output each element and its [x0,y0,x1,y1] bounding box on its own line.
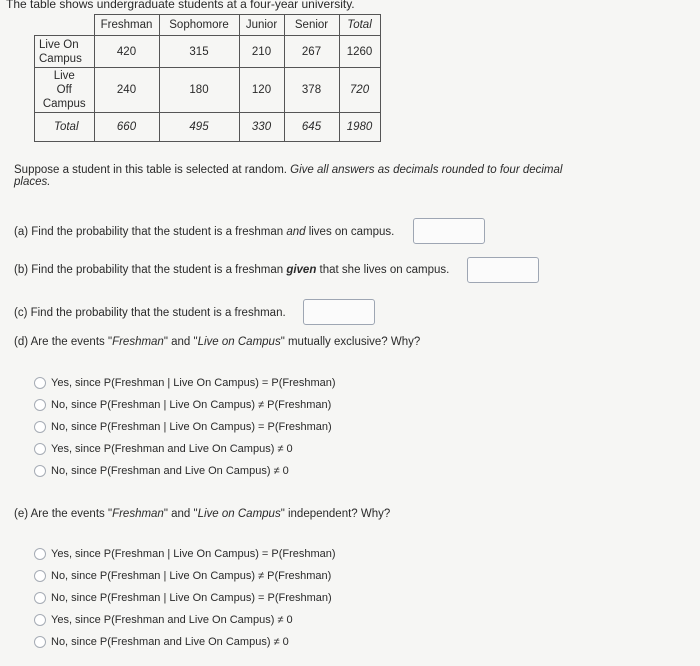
choice-d-5[interactable]: No, since P(Freshman and Live On Campus) ≠ 0 [34,460,336,482]
col-header-junior: Junior [239,15,284,36]
cell: 660 [94,113,159,142]
cell: 1980 [339,113,380,142]
cell: 495 [159,113,239,142]
choice-e-2[interactable]: No, since P(Freshman | Live On Campus) ≠ P(Freshman) [34,565,336,587]
cell: 240 [94,68,159,113]
radio-icon[interactable] [34,465,46,477]
cell: 315 [159,36,239,68]
table-header-row [35,15,381,36]
choice-d-4[interactable]: Yes, since P(Freshman and Live On Campus) ≠ 0 [34,438,336,460]
question-d: (d) Are the events "Freshman" and "Live on Campus" mutually exclusive? Why? [14,336,421,348]
choice-d-2[interactable]: No, since P(Freshman | Live On Campus) ≠ P(Freshman) [34,394,336,416]
radio-icon[interactable] [34,636,46,648]
question-a: (a) Find the probability that the student is a freshman and lives on campus. [14,226,395,238]
choices-e [34,543,336,653]
choice-d-3[interactable]: No, since P(Freshman | Live On Campus) = P(Freshman) [34,416,336,438]
cell: 645 [284,113,339,142]
cell: 720 [339,68,380,113]
intro-text: The table shows undergraduate students at a four-year university. [6,0,355,11]
choice-d-1[interactable]: Yes, since P(Freshman | Live On Campus) = P(Freshman) [34,372,336,394]
cell: 1260 [339,36,380,68]
question-c: (c) Find the probability that the student is a freshman. [14,307,286,319]
choice-e-1[interactable]: Yes, since P(Freshman | Live On Campus) = P(Freshman) [34,543,336,565]
cell: 378 [284,68,339,113]
data-table [34,14,381,142]
answer-a-input[interactable] [413,218,485,244]
radio-icon[interactable] [34,421,46,433]
col-header-senior: Senior [284,15,339,36]
choices-d [34,372,336,482]
radio-icon[interactable] [34,614,46,626]
cell: 180 [159,68,239,113]
cell: 120 [239,68,284,113]
table-row [35,113,381,142]
answer-b-input[interactable] [467,257,539,283]
cell: 210 [239,36,284,68]
col-header-freshman: Freshman [94,15,159,36]
cell: 330 [239,113,284,142]
radio-icon[interactable] [34,570,46,582]
row-header-live-off-campus: Live Off Campus [35,68,95,113]
radio-icon[interactable] [34,443,46,455]
radio-icon[interactable] [34,548,46,560]
cell: 420 [94,36,159,68]
radio-icon[interactable] [34,377,46,389]
table-row [35,36,381,68]
choice-e-3[interactable]: No, since P(Freshman | Live On Campus) = P(Freshman) [34,587,336,609]
question-b: (b) Find the probability that the student is a freshman given that she lives on campus. [14,264,450,276]
radio-icon[interactable] [34,399,46,411]
choice-e-5[interactable]: No, since P(Freshman and Live On Campus) ≠ 0 [34,631,336,653]
row-header-total: Total [35,113,95,142]
col-header-sophomore: Sophomore [159,15,239,36]
answer-c-input[interactable] [303,299,375,325]
cell: 267 [284,36,339,68]
table-corner [35,15,95,36]
col-header-total: Total [339,15,380,36]
question-e: (e) Are the events "Freshman" and "Live on Campus" independent? Why? [14,508,391,520]
table-row [35,68,381,113]
instructions: Suppose a student in this table is selected at random. Give all answers as decimals rounded to four decimal places. [14,164,563,188]
radio-icon[interactable] [34,592,46,604]
row-header-live-on-campus: Live On Campus [35,36,95,68]
choice-e-4[interactable]: Yes, since P(Freshman and Live On Campus) ≠ 0 [34,609,336,631]
